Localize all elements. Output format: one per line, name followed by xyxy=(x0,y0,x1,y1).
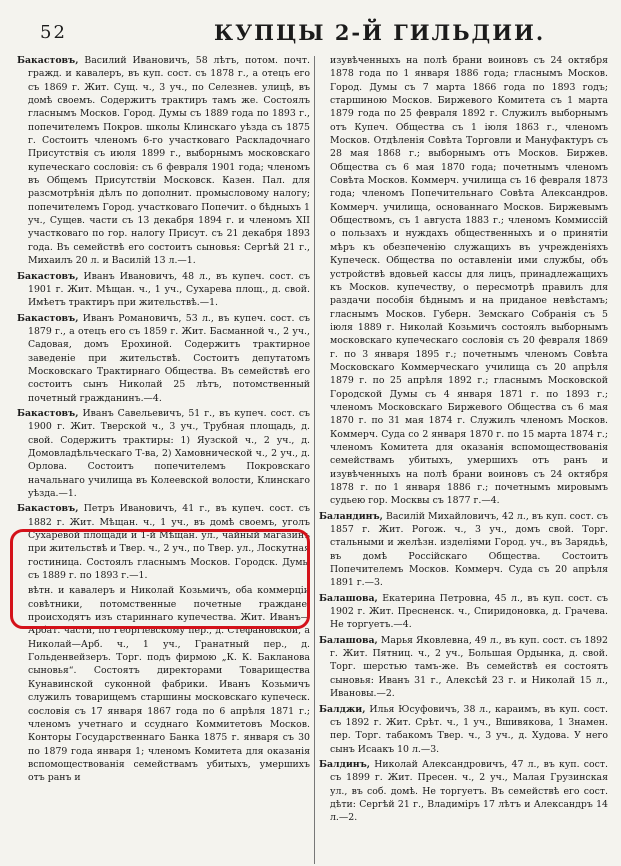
merchant-name: Бакастовъ, xyxy=(17,312,79,324)
merchant-name: Балашова, xyxy=(319,634,378,646)
merchant-entry xyxy=(17,407,310,500)
entry-text: Василий Ивановичъ, 58 лѣтъ, потом. почт. гражд. и кавалеръ, въ куп. сост. съ 1878 г., а отецъ его съ 1869 г. Жит. Сущ. ч., 3 уч., по Селезнев. улицѣ, въ домѣ своемъ. Содержитъ трактиръ тамъ же. Состоялъ гласнымъ Москов. Город. Думы съ 1889 года по 1893 г., попечителемъ Покров. школы Клинскаго уѣзда съ 1875 г. Состоитъ членомъ 6-го участковаго Раскладочнаго Присутствія съ июля 1899 г., выборнымъ московскаго купеческаго сословія: съ 6 февраля 1901 года; членомъ въ Общемъ Присутствіи Московск. Казен. Пал. для разсмотрѣнія дѣлъ по дополнит. промысловому налогу; попечителемъ Город. участковаго Попечит. о бѣдныхъ 1 уч., Сущев. части съ 13 декабря 1894 г. и членомъ XII участковаго по гор. налогу Присут. съ 21 декабря 1893 года. Въ семействѣ его состоитъ сыновья: Сергѣй 21 г., Михаилъ 20 л. и Василій 13 л.—1. xyxy=(28,55,310,267)
entry-text: Николай Александровичъ, 47 л., въ куп. сост. съ 1899 г. Жит. Пресен. ч., 2 уч., Малая Грузинская ул., въ соб. домѣ. Не торгуетъ. Въ семействѣ его сост. дѣти: Сергѣй 21 г., Владиміръ 17 лѣтъ и Александръ 14 л.—2. xyxy=(330,758,608,824)
merchant-entry xyxy=(319,510,608,590)
merchant-name: Бакастовъ, xyxy=(17,55,79,66)
merchant-entry xyxy=(17,312,310,405)
entry-text: Марья Яковлевна, 49 л., въ куп. сост. съ 1892 г. Жит. Пятниц. ч., 2 уч., Большая Ордынка, д. свой. Торг. шерстью тамъ-же. Въ семействѣ ея состоятъ сыновья: Иванъ 31 г., Алексѣй 23 г. и Николай 15 л., Ивановы.—2. xyxy=(330,634,608,700)
column-divider xyxy=(314,56,315,864)
merchant-entry xyxy=(319,634,608,701)
merchant-entry xyxy=(319,758,608,825)
entry-text: Василій Михайловичъ, 42 л., въ куп. сост. съ 1857 г. Жит. Рогож. ч., 3 уч., домъ свой. Торг. стальными и желѣзн. изделіями Город. уч., въ Зарядьѣ, въ домѣ Россійскаго Общества. Состоитъ Попечителемъ Москов. Коммерч. Суда съ 20 апрѣля 1891 г.—3. xyxy=(330,510,608,589)
entry-text: изувѣченныхъ на полѣ брани воиновъ съ 24 октября 1878 года по 1 января 1886 года; гласнымъ Москов. Город. Думы съ 7 марта 1866 года по 1893 годъ; старшиною Москов. Биржевого Комитета съ 1 марта 1879 года по 25 февраля 1892 г. Служилъ выборнымъ отъ Купеч. Общества съ 1 іюля 1863 г., членомъ Москов. Отдѣленія Совѣта Торговли и Мануфактуръ съ 28 мая 1868 г.; выборнымъ отъ Москов. Биржев. Общества съ 6 мая 1870 года; почетнымъ членомъ Совѣта Москов. Коммерч. училища съ 16 февраля 1873 года; членомъ Попечительнаго Совѣта Александров. Коммерч. училища, основаннаго Москов. Биржевымъ Обществомъ, съ 1 августа 1883 г.; членомъ Коммиссій о пользахъ и нуждахъ общественныхъ и о принятіи мѣръ къ обезпеченію служащихъ въ учрежденіяхъ Купеческ. Общества по оставленіи ими службы, объ устройствѣ вдовьей кассы для лицъ, принадлежащихъ къ Москов. купечеству, о пересмотрѣ правилъ для раздачи пособія бѣднымъ и на приданое невѣстамъ; гласнымъ Москов. Губерн. Земскаго Собранія съ 5 іюля 1889 г. Николай Козьмичъ состоялъ выборнымъ московскаго купеческаго сословія съ 20 февраля 1869 г. по 3 января 1895 г.; почетнымъ членомъ Совѣта Московскаго Коммерческаго училища съ 20 апрѣля 1879 г. по 25 апрѣля 1892 г.; гласнымъ Московской Городской Думы съ 4 января 1871 г. по 1893 г.; членомъ Московскаго Биржевого Общества съ 6 мая 1870 г. по 31 мая 1874 г. Служилъ членомъ Москов. Коммерч. Суда со 2 января 1870 г. по 15 марта 1874 г.; членомъ Комитета для оказанія вспомоществованія семействамъ убитыхъ, умершихъ отъ ранъ и изувѣченныхъ на полѣ брани воиновъ съ 24 октября 1878 г. по 1 января 1886 г.; почетнымъ мировымъ судьею гор. Москвы съ 1877 г.—4. xyxy=(330,55,608,507)
merchant-name: Балашова, xyxy=(319,592,378,604)
merchant-entry xyxy=(17,54,310,268)
entry-text: Петръ Ивановичъ, 41 г., въ купеч. сост. съ 1882 г. Жит. Мѣщан. ч., 1 уч., въ домѣ своемъ, уголъ Сухаревой площади и 1-й Мѣщан. ул., чайный магазинъ при жительствѣ и Твер. ч., 2 уч., по Твер. ул., Лоскутная гостиница. Состоялъ гласнымъ Москов. Городск. Думы съ 1889 г. по 1893 г.—1. xyxy=(28,503,310,582)
merchant-name: Балдинъ, xyxy=(319,758,371,770)
entry-text: Иванъ Ивановичъ, 48 л., въ купеч. сост. съ 1901 г. Жит. Мѣщан. ч., 1 уч., Сухарева площ., д. свой. Имѣетъ трактиръ при жительствѣ.—1. xyxy=(28,270,310,309)
entry-text: вѣтн. и кавалеръ и Николай Козьмичъ, оба коммерціи совѣтники, потомственные почетные граждане, происходятъ изъ стариннаго купечества. Жит. Иванъ—Арбат. части, по Георгіевскому пер., д. Стефановской, а Николай—Арб. ч., 1 уч., Гранатный пер., д. Гольденвейзеръ. Торг. подъ фирмою „К. К. Бакланова сыновья“. Состоятъ директорами Товарищества Кунавинской суконной фабрики. Иванъ Козьмичъ служилъ товарищемъ старшины московскаго купеческ. сословія съ 17 января 1867 года по 6 апрѣля 1871 г.; членомъ учетнаго и ссуднаго Коммитетовъ Москов. Конторы Государственнаго Банка 1875 г. января съ 30 по 1879 года января 1; членомъ Комитета для оказанія вспомоществованія семействамъ убитыхъ, умершихъ отъ ранъ и xyxy=(28,585,310,784)
page-header xyxy=(14,20,607,50)
merchant-entry xyxy=(319,592,608,632)
entry-text: Илья Юсуфовичъ, 38 л., караимъ, въ куп. сост. съ 1892 г. Жит. Срѣт. ч., 1 уч., Вшивякова, 1 Знамен. пер. Торг. табакомъ Твер. ч., 3 уч., д. Худова. У него сынъ Исаакъ 10 л.—3. xyxy=(330,703,608,755)
page-number: 52 xyxy=(40,22,67,43)
merchant-entry xyxy=(319,703,608,756)
merchant-name: Баландинъ, xyxy=(319,510,383,522)
merchant-name: Бакастовъ, xyxy=(17,270,79,282)
red-highlight-box xyxy=(10,529,310,629)
entry-text: Екатерина Петровна, 45 л., въ куп. сост. съ 1902 г. Жит. Пресненск. ч., Спиридоновка, д. Грачева. Не торгуетъ.—4. xyxy=(330,592,608,631)
page-title: КУПЦЫ 2-Й ГИЛЬДИИ. xyxy=(214,20,546,45)
merchant-name: Бакастовъ, xyxy=(17,503,79,515)
left-column xyxy=(17,54,310,866)
merchant-name: Балджи, xyxy=(319,703,366,715)
merchant-name: Бакастовъ, xyxy=(17,407,79,419)
entry-text: Иванъ Савельевичъ, 51 г., въ купеч. сост. съ 1900 г. Жит. Тверской ч., 3 уч., Трубная площадь, д. свой. Содержитъ трактиры: 1) Яузской ч., 2 уч., д. Домовладѣльческаго Т-ва, 2) Хамовнической ч., 2 уч., д. Орлова. Состоитъ попечителемъ Покровскаго начальнаго училища въ Колеевской волости, Клинскаго уѣзда.—1. xyxy=(28,407,310,499)
entry-text: Иванъ Романовичъ, 53 л., въ купеч. сост. съ 1879 г., а отецъ его съ 1859 г. Жит. Басманной ч., 2 уч., Садовая, домъ Ерохиной. Содержитъ трактирное заведеніе при жительствѣ. Состоитъ депутатомъ Московскаго Трактирнаго Общества. Въ семействѣ его состоитъ сынъ Николай 25 лѣтъ, потомственный почетный гражданинъ.—4. xyxy=(28,312,310,404)
right-column xyxy=(319,54,608,866)
merchant-entry xyxy=(17,270,310,310)
entry-continuation xyxy=(319,54,608,508)
